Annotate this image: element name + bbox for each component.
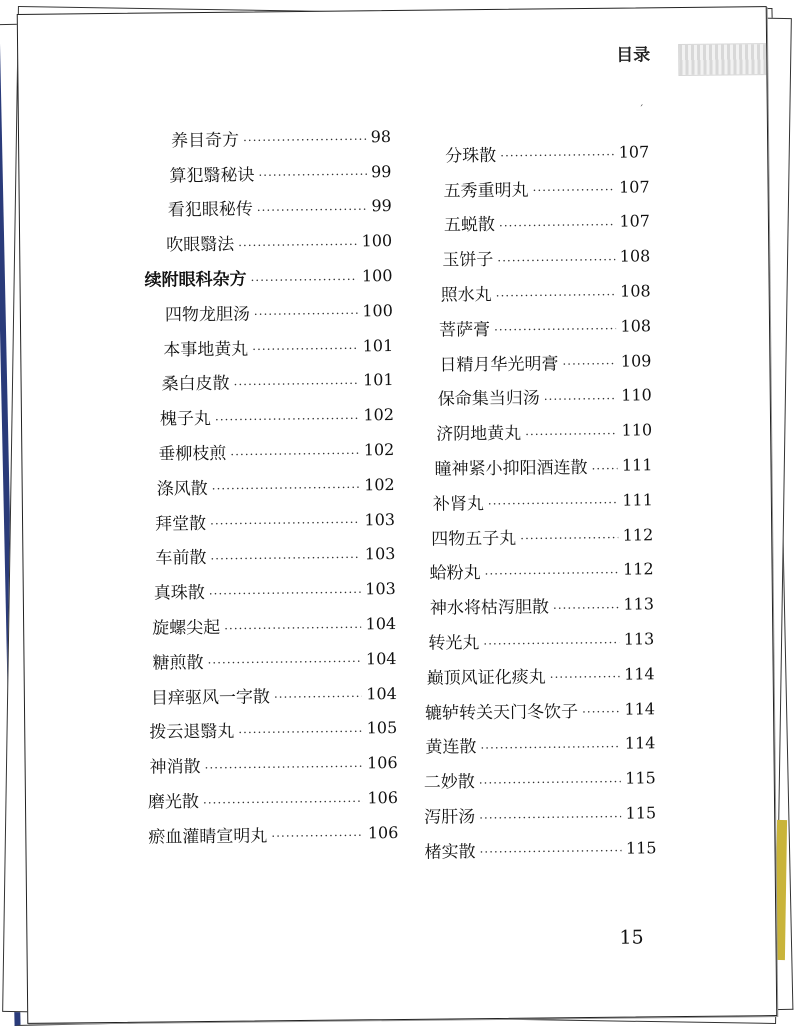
leader-dots (212, 476, 361, 496)
toc-entry-title: 蛤粉丸 (429, 563, 481, 585)
leader-dots (238, 719, 363, 738)
toc-entry-title: 吹眼翳法 (166, 234, 235, 256)
toc-entry-title: 车前散 (155, 548, 207, 569)
toc-entry-title: 旋螺尖起 (152, 617, 221, 639)
toc-entry[interactable] (141, 154, 391, 191)
leader-dots (209, 580, 362, 600)
toc-entry[interactable] (143, 363, 393, 400)
toc-entry[interactable] (147, 745, 397, 782)
toc-entry[interactable] (142, 189, 392, 226)
toc-entry-page: 102 (363, 405, 395, 425)
toc-entry-page: 108 (620, 316, 652, 336)
toc-entry-page: 107 (618, 142, 650, 162)
toc-entry-page: 99 (370, 161, 392, 181)
toc-entry[interactable] (146, 641, 396, 678)
toc-entry-page: 103 (364, 544, 396, 564)
leader-dots (274, 685, 363, 704)
toc-entry-title: 五秀重明丸 (443, 180, 529, 202)
toc-entry-title: 楮实散 (424, 842, 476, 863)
toc-entry-page: 101 (362, 370, 394, 390)
toc-entry-page: 114 (624, 664, 655, 684)
toc-entry[interactable] (147, 676, 397, 713)
toc-entry-title: 瞳神紧小抑阳酒连散 (434, 458, 588, 480)
section-header-title: 目录 (616, 45, 651, 66)
leader-dots (271, 824, 364, 843)
toc-entry-title: 糖煎散 (152, 652, 204, 674)
toc-entry-page: 115 (625, 838, 657, 858)
toc-entry[interactable] (423, 691, 655, 728)
leader-dots (243, 128, 367, 147)
leader-dots (494, 317, 617, 336)
leader-dots (562, 352, 617, 371)
toc-entry-page: 102 (363, 440, 395, 460)
toc-entry-page: 101 (362, 335, 394, 356)
leader-dots (525, 421, 618, 440)
toc-entry[interactable] (142, 258, 392, 295)
toc-entry-title: 分珠散 (445, 145, 497, 167)
leader-dots (224, 615, 362, 634)
toc-right-column (417, 134, 657, 867)
toc-entry-page: 110 (621, 385, 652, 406)
toc-entry[interactable] (422, 587, 654, 624)
toc-entry-title: 泻肝汤 (424, 807, 476, 828)
leader-dots (483, 630, 620, 649)
toc-entry-title: 保命集当归汤 (437, 388, 540, 411)
toc-entry-title: 五蜕散 (443, 215, 496, 236)
toc-entry-title: 神水将枯泻胆散 (429, 597, 550, 619)
toc-entry[interactable] (418, 239, 650, 276)
toc-entry-title: 拨云退翳丸 (149, 722, 235, 744)
toc-entry-title: 辘轳转关天门冬饮子 (424, 701, 579, 724)
toc-entry-page: 104 (365, 614, 397, 634)
leader-dots (215, 406, 360, 426)
toc-entry-title: 真珠散 (153, 583, 205, 604)
toc-entry[interactable] (145, 502, 395, 539)
toc-entry-title: 涤风散 (156, 478, 208, 500)
toc-entry[interactable] (141, 119, 391, 156)
toc-entry[interactable] (424, 830, 656, 867)
leader-dots (484, 561, 619, 580)
toc-entry[interactable] (418, 204, 650, 241)
toc-entry-page: 107 (619, 211, 651, 232)
leader-dots (205, 754, 364, 774)
toc-entry[interactable] (419, 308, 651, 345)
leader-dots (203, 789, 364, 809)
toc-entry-page: 104 (366, 683, 397, 703)
stray-mark: ˊ (638, 104, 644, 116)
leader-dots (479, 769, 622, 788)
toc-entry-title: 黄连散 (425, 737, 477, 759)
header-decoration (678, 43, 766, 76)
toc-entry-page: 103 (365, 579, 396, 599)
leader-dots (499, 213, 616, 232)
toc-entry-title: 磨光散 (147, 792, 200, 813)
toc-entry[interactable] (417, 134, 649, 171)
toc-entry-title: 本事地黄丸 (163, 339, 249, 361)
leader-dots (520, 526, 619, 545)
toc-entry-title: 目痒驱风一字散 (150, 686, 271, 709)
leader-dots (479, 839, 622, 858)
toc-entry-page: 99 (371, 196, 392, 216)
toc-entry-title: 照水丸 (440, 285, 492, 306)
leader-dots (488, 491, 619, 510)
toc-entry-page: 102 (364, 474, 395, 495)
leader-dots (230, 441, 360, 460)
leader-dots (496, 282, 617, 301)
toc-entry[interactable] (145, 467, 395, 504)
page-number: 15 (619, 926, 644, 949)
toc-entry-page: 100 (361, 231, 393, 251)
toc-entry[interactable] (424, 761, 656, 798)
leader-dots (479, 804, 622, 823)
leader-dots (582, 700, 621, 718)
leader-dots (252, 337, 359, 356)
toc-entry-page: 100 (361, 266, 393, 286)
toc-entry[interactable] (144, 397, 394, 434)
leader-dots (550, 665, 621, 684)
toc-entry[interactable] (144, 432, 394, 469)
toc-entry-page: 103 (364, 509, 396, 529)
toc-entry[interactable] (145, 537, 395, 574)
toc-entry[interactable] (424, 795, 656, 832)
toc-entry[interactable] (423, 726, 655, 763)
toc-entry[interactable] (146, 571, 396, 608)
toc-entry[interactable] (418, 274, 650, 311)
toc-entry-title: 补肾丸 (432, 493, 484, 515)
leader-dots (234, 371, 360, 390)
leader-dots (553, 595, 620, 614)
toc-entry-title: 转光丸 (428, 633, 480, 654)
toc-entry-page: 113 (623, 629, 655, 649)
toc-entry-page: 112 (622, 524, 654, 545)
leader-dots (497, 247, 616, 266)
toc-entry[interactable] (148, 780, 398, 817)
leader-dots (210, 545, 361, 565)
toc-entry[interactable] (423, 656, 655, 693)
leader-dots (544, 387, 618, 406)
toc-entry-title: 日精月华光明膏 (439, 353, 559, 376)
toc-entry-title: 垂柳枝煎 (158, 443, 227, 465)
toc-entry-title: 看犯眼秘传 (167, 199, 253, 221)
toc-entry-title: 四物五子丸 (431, 528, 517, 550)
toc-entry-page: 104 (365, 648, 397, 669)
toc-entry-page: 98 (370, 126, 392, 147)
toc-entry[interactable] (148, 815, 398, 852)
toc-entry[interactable] (420, 413, 652, 450)
toc-entry-title: 玉饼子 (442, 250, 494, 271)
toc-entry-page: 111 (621, 455, 653, 475)
toc-entry-page: 105 (366, 718, 398, 738)
toc-entry-page: 110 (621, 420, 653, 440)
toc-entry[interactable] (421, 517, 653, 554)
leader-dots (238, 232, 358, 251)
toc-entry-page: 109 (620, 350, 652, 371)
toc-entry[interactable] (142, 223, 392, 260)
leader-dots (480, 735, 621, 754)
toc-entry-page: 111 (622, 490, 653, 510)
toc-entry[interactable] (143, 293, 393, 330)
toc-entry-title: 拜堂散 (154, 513, 207, 535)
toc-entry-title: 槐子丸 (159, 409, 212, 430)
toc-entry[interactable] (143, 328, 393, 365)
leader-dots (210, 511, 361, 531)
toc-entry-title: 桑白皮散 (161, 374, 230, 395)
toc-entry-page: 115 (625, 768, 656, 788)
toc-entry-page: 115 (625, 803, 657, 823)
toc-entry-page: 100 (362, 300, 393, 321)
toc-entry-title: 神消散 (149, 757, 201, 778)
toc-entry-page: 108 (619, 246, 651, 266)
toc-entry[interactable] (146, 606, 396, 643)
toc-page (17, 6, 778, 1024)
leader-dots (258, 162, 367, 181)
leader-dots (207, 650, 362, 670)
toc-entry-title: 续附眼科杂方 (144, 269, 247, 291)
toc-entry-page: 106 (367, 788, 399, 808)
toc-entry-page: 106 (367, 822, 399, 843)
toc-entry-title: 二妙散 (423, 772, 475, 793)
leader-dots (254, 302, 359, 321)
leader-dots (532, 178, 615, 197)
toc-entry-title: 养目奇方 (170, 130, 240, 152)
toc-entry-title: 瘀血灌睛宣明丸 (148, 826, 268, 848)
toc-entry[interactable] (421, 552, 653, 589)
leader-dots (500, 143, 615, 162)
toc-entry[interactable] (420, 378, 652, 415)
toc-entry-title: 菩萨膏 (438, 319, 491, 341)
toc-entry[interactable] (420, 447, 652, 484)
toc-entry[interactable] (419, 343, 651, 380)
toc-entry-page: 107 (618, 177, 650, 197)
toc-entry-page: 113 (623, 594, 655, 614)
toc-entry[interactable] (417, 169, 649, 206)
toc-entry-title: 四物龙胆汤 (164, 304, 250, 326)
leader-dots (591, 456, 618, 474)
toc-entry[interactable] (147, 711, 397, 748)
toc-entry-page: 114 (624, 733, 656, 754)
toc-entry-title: 算犯翳秘诀 (169, 165, 255, 187)
toc-left-column (141, 119, 399, 852)
toc-entry-title: 济阴地黄丸 (436, 423, 522, 445)
leader-dots (257, 197, 368, 216)
toc-entry[interactable] (422, 621, 654, 658)
toc-entry-page: 106 (366, 753, 398, 773)
leader-dots (250, 267, 358, 286)
toc-entry-page: 112 (622, 559, 654, 580)
toc-entry[interactable] (421, 482, 653, 519)
toc-entry-page: 108 (620, 281, 651, 301)
toc-entry-page: 114 (624, 698, 656, 719)
toc-entry-title: 巅顶风证化痰丸 (426, 667, 546, 689)
